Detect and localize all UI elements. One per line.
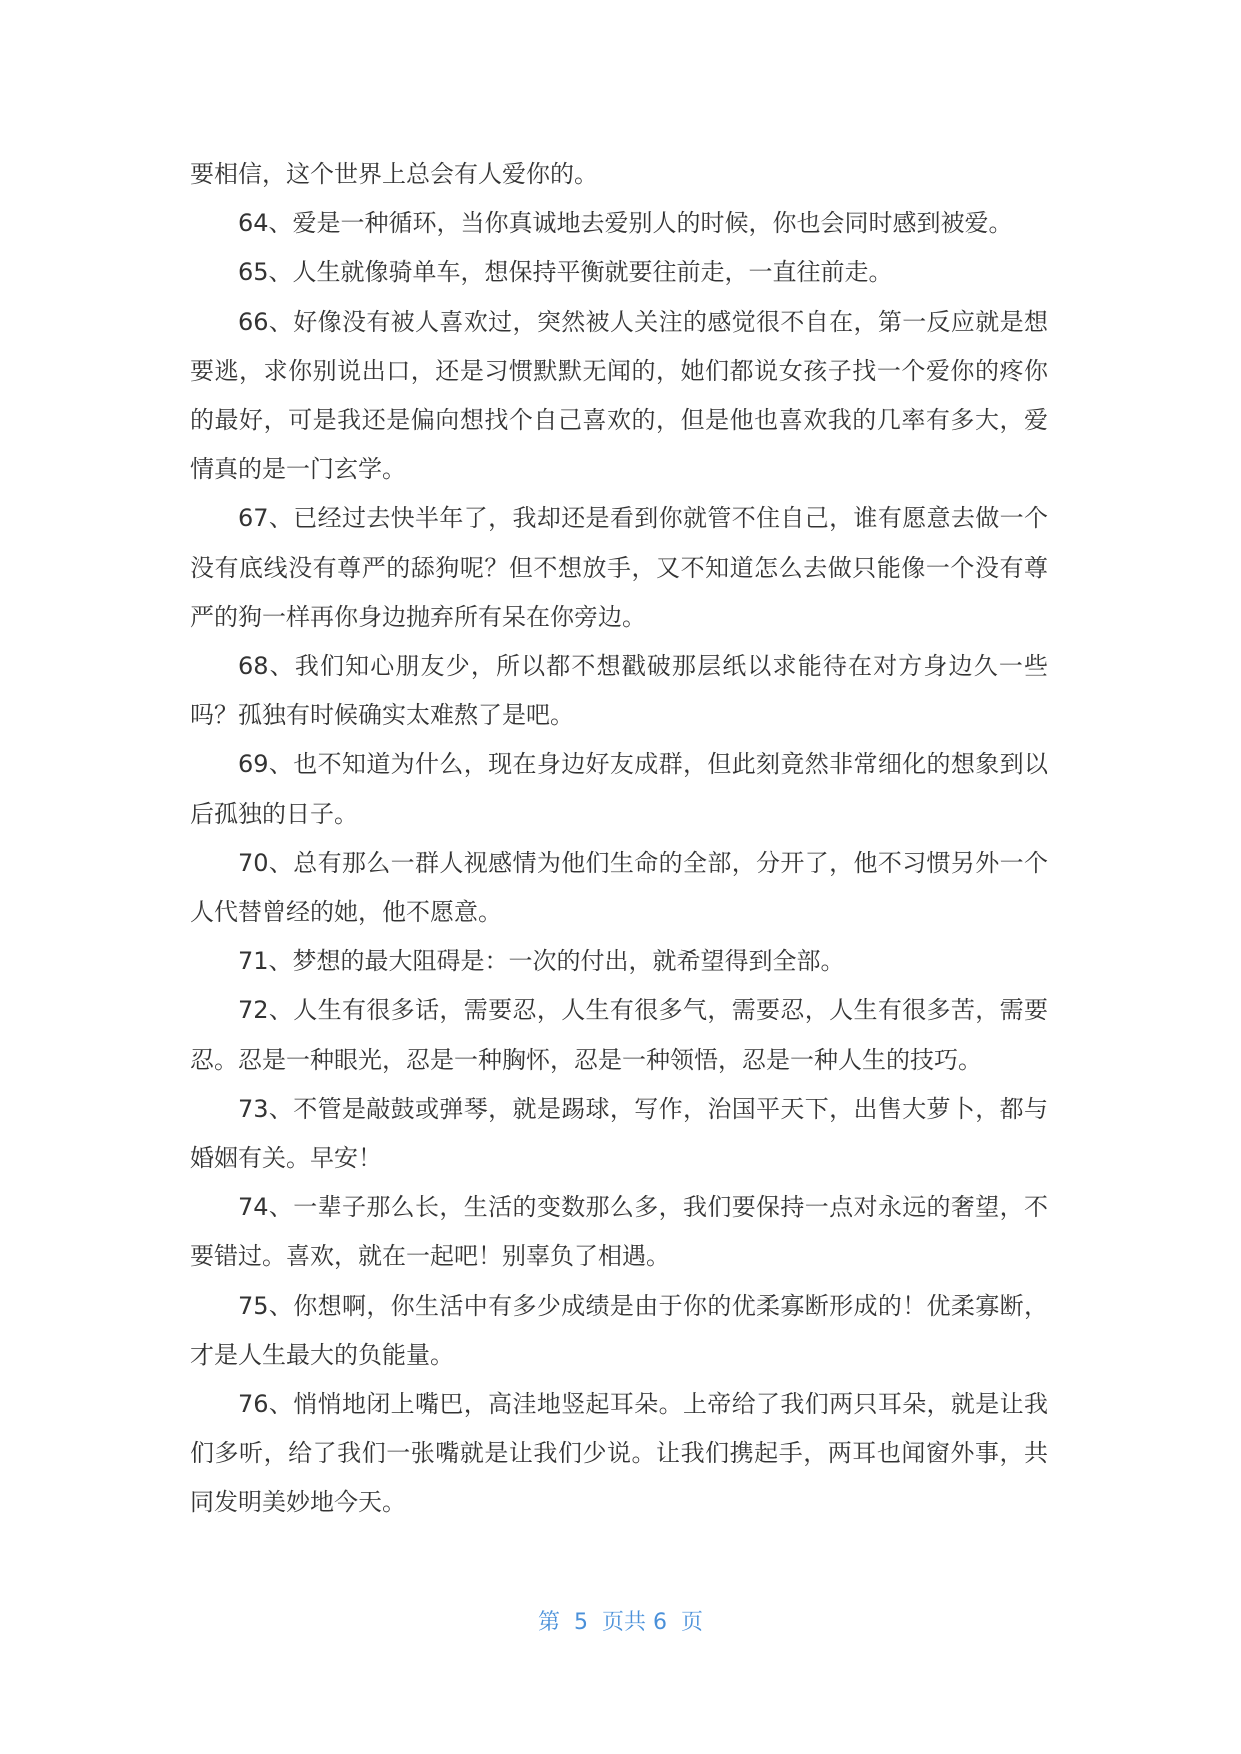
paragraph-76: 76、悄悄地闭上嘴巴，高洼地竖起耳朵。上帝给了我们两只耳朵，就是让我们多听，给了我们一张嘴就是让我们少说。让我们携起手，两耳也闻窗外事，共同发明美妙地今天。: [190, 1390, 1048, 1517]
paragraph-66: 66、好像没有被人喜欢过，突然被人关注的感觉很不自在，第一反应就是想要逃，求你别说出口，还是习惯默默无闻的，她们都说女孩子找一个爱你的疼你的最好，可是我还是偏向想找个自己喜欢的，但是他也喜欢我的几率有多大，爱情真的是一门玄学。: [190, 307, 1048, 484]
paragraph-71: 71、梦想的最大阻碍是：一次的付出，就希望得到全部。: [238, 947, 845, 976]
paragraph-70: 70、总有那么一群人视感情为他们生命的全部，分开了，他不习惯另外一个人代替曾经的她，他不愿意。: [190, 848, 1048, 927]
paragraph-65: 65、人生就像骑单车，想保持平衡就要往前走，一直往前走。: [238, 258, 893, 287]
paragraph-72: 72、人生有很多话，需要忍，人生有很多气，需要忍，人生有很多苦，需要忍。忍是一种眼光，忍是一种胸怀，忍是一种领悟，忍是一种人生的技巧。: [190, 996, 1048, 1074]
paragraph-68: 68、我们知心朋友少，所以都不想戳破那层纸以求能待在对方身边久一些吗？孤独有时候确实太难熬了是吧。: [190, 652, 1048, 730]
page-number-footer: 第 5 页共 6 页: [538, 1610, 703, 1635]
paragraph-67: 67、已经过去快半年了，我却还是看到你就管不住自己，谁有愿意去做一个没有底线没有尊严的舔狗呢？但不想放手，又不知道怎么去做只能像一个没有尊严的狗一样再你身边抛弃所有呆在你旁边。: [190, 504, 1048, 631]
paragraph-75: 75、你想啊，你生活中有多少成绩是由于你的优柔寡断形成的！优柔寡断，才是人生最大的负能量。: [190, 1291, 1048, 1369]
paragraph-73: 73、不管是敲鼓或弹琴，就是踢球，写作，治国平天下，出售大萝卜，都与婚姻有关。早安！: [190, 1094, 1048, 1173]
paragraph-continued: 要相信，这个世界上总会有人爱你的。: [190, 160, 598, 188]
paragraph-69: 69、也不知道为什么，现在身边好友成群，但此刻竟然非常细化的想象到以后孤独的日子。: [190, 750, 1048, 828]
document-body: [190, 150, 1048, 1528]
paragraph-64: 64、爱是一种循环，当你真诚地去爱别人的时候，你也会同时感到被爱。: [238, 209, 1013, 238]
paragraph-74: 74、一辈子那么长，生活的变数那么多，我们要保持一点对永远的奢望，不要错过。喜欢，就在一起吧！别辜负了相遇。: [190, 1193, 1048, 1271]
